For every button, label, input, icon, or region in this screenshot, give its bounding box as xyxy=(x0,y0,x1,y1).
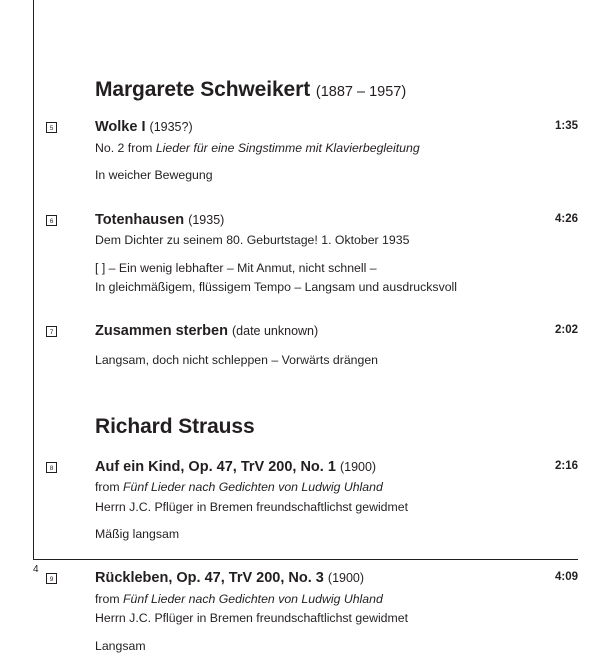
track-number: 6 xyxy=(46,215,57,226)
track-dedication: Herrn J.C. Pflüger in Bremen freundschaftlichst gewidmet xyxy=(95,499,409,514)
track-source-prefix: from xyxy=(95,480,124,495)
track-row xyxy=(33,569,578,655)
track-source-collection: Fünf Lieder nach Gedichten von Ludwig Uhland xyxy=(123,591,383,606)
track-title xyxy=(95,118,518,138)
track-source xyxy=(95,139,518,157)
composer-heading-schweikert xyxy=(33,78,578,101)
track-source-prefix: from xyxy=(95,591,124,606)
track-source xyxy=(95,590,518,608)
track-duration: 2:02 xyxy=(554,324,578,337)
track-source-collection: Fünf Lieder nach Gedichten von Ludwig Uhland xyxy=(123,480,383,495)
page-number: 4 xyxy=(33,564,39,575)
track-duration: 4:26 xyxy=(554,212,578,225)
track-title-text: Zusammen sterben xyxy=(95,323,228,340)
track-number: 8 xyxy=(46,462,57,473)
track-tempo-line-2: In gleichmäßigem, flüssigem Tempo – Langsam und ausdrucksvoll xyxy=(95,279,458,294)
track-row xyxy=(33,322,578,369)
track-tempo: Langsam, doch nicht schleppen – Vorwärts drängen xyxy=(95,352,379,367)
track-number: 5 xyxy=(46,122,57,133)
track-year: (1935?) xyxy=(149,120,193,135)
track-dedication: Herrn J.C. Pflüger in Bremen freundschaftlichst gewidmet xyxy=(95,611,409,626)
track-duration: 2:16 xyxy=(554,459,578,472)
track-row xyxy=(33,458,578,544)
track-year: (1935) xyxy=(188,212,225,227)
track-year: (1900) xyxy=(339,459,377,474)
track-year: (date unknown) xyxy=(232,324,319,339)
track-title-text: Totenhausen xyxy=(95,211,185,228)
track-title-text: Wolke I xyxy=(95,119,146,136)
track-title-text: Auf ein Kind, Op. 47, TrV 200, No. 1 xyxy=(95,458,336,475)
track-tempo: In weicher Bewegung xyxy=(95,168,213,183)
composer-name-text: Richard Strauss xyxy=(95,415,255,439)
track-tempo: Langsam xyxy=(95,638,146,653)
track-title xyxy=(95,569,518,589)
track-row xyxy=(33,118,578,184)
track-title xyxy=(95,458,518,478)
track-source xyxy=(95,478,518,496)
track-year: (1900) xyxy=(327,571,365,586)
track-source-collection: Lieder für eine Singstimme mit Klavierbegleitung xyxy=(155,140,420,155)
track-tempo-line-1: [ ] – Ein wenig lebhafter – Mit Anmut, nicht schnell – xyxy=(95,260,377,275)
track-title xyxy=(95,322,518,342)
track-source-prefix: No. 2 from xyxy=(95,140,156,155)
track-title xyxy=(95,211,518,231)
track-title-text: Rückleben, Op. 47, TrV 200, No. 3 xyxy=(95,570,324,587)
composer-name xyxy=(95,415,578,438)
track-row xyxy=(33,211,578,297)
composer-name xyxy=(95,78,578,101)
track-tempo: Mäßig langsam xyxy=(95,526,180,541)
tracklist xyxy=(33,0,578,655)
track-number: 7 xyxy=(46,326,57,337)
track-duration: 1:35 xyxy=(554,120,578,133)
track-duration: 4:09 xyxy=(554,571,578,584)
composer-heading-strauss xyxy=(33,415,578,438)
track-dedication: Dem Dichter zu seinem 80. Geburtstage! 1. Oktober 1935 xyxy=(95,233,410,248)
composer-name-text: Margarete Schweikert xyxy=(95,78,311,101)
composer-life-years: (1887 – 1957) xyxy=(315,84,407,100)
track-number: 9 xyxy=(46,573,57,584)
